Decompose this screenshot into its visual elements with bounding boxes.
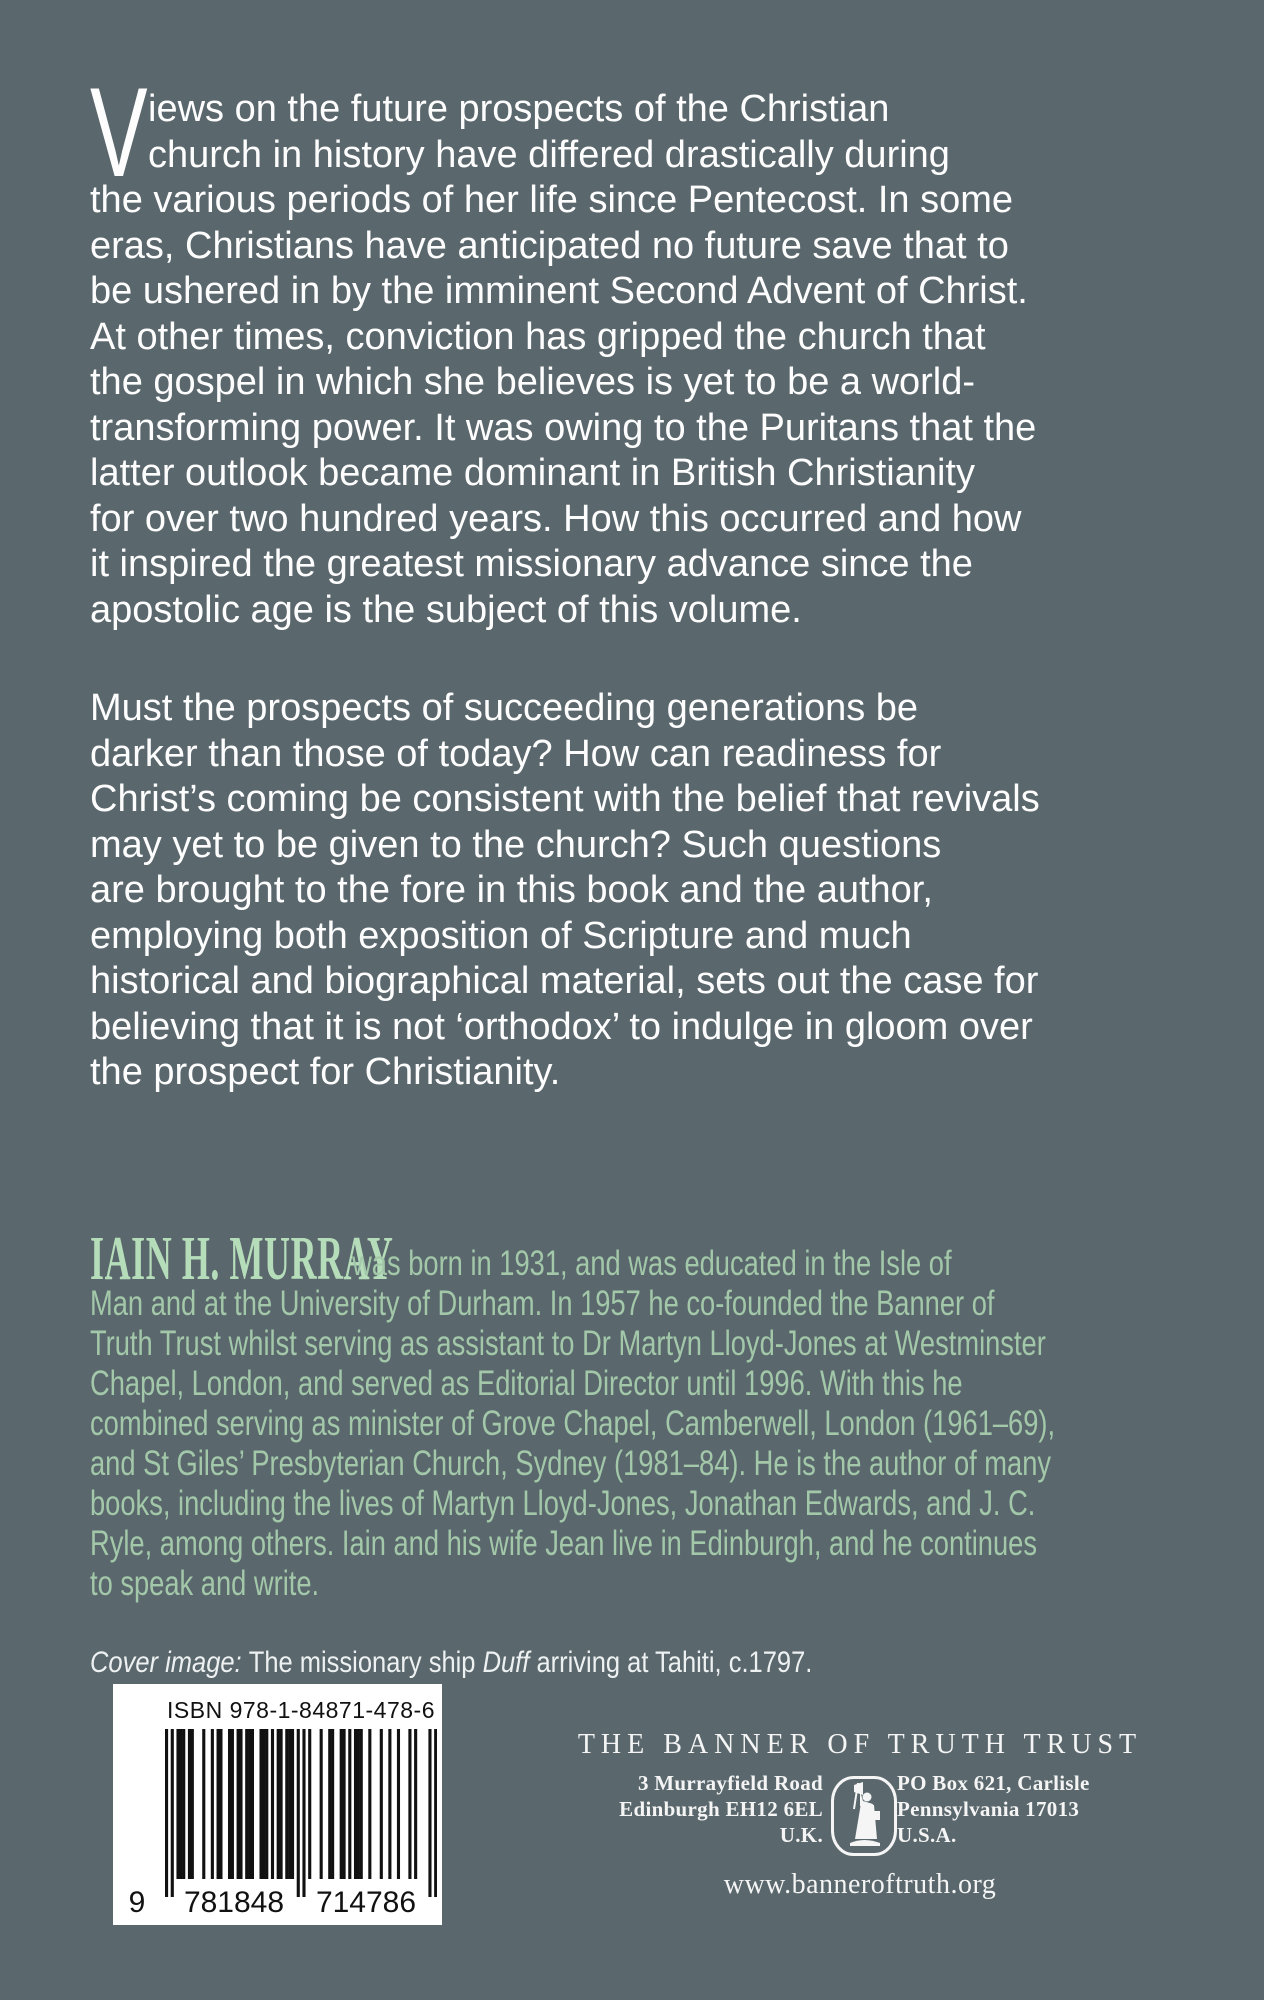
bio-line: to speak and write. [90, 1564, 320, 1603]
synopsis-line: At other times, conviction has gripped the church that [90, 315, 986, 358]
drop-cap: V [90, 61, 148, 203]
synopsis-line: employing both exposition of Scripture and much [90, 914, 912, 957]
address-line: PO Box 621, Carlisle [897, 1771, 1090, 1795]
publisher-us-address [897, 1770, 1197, 1848]
bio-line: Man and at the University of Durham. In 1957 he co-founded the Banner of [90, 1284, 995, 1323]
synopsis-line: iews on the future prospects of the Christian [148, 88, 890, 130]
synopsis-line: transforming power. It was owing to the Puritans that the [90, 406, 1037, 449]
publisher-uk-address [560, 1770, 823, 1848]
synopsis-line: are brought to the fore in this book and the author, [90, 869, 933, 911]
synopsis-line: Must the prospects of succeeding generations be [90, 687, 919, 729]
synopsis-line: Christ’s coming be consistent with the belief that revivals [90, 778, 1040, 820]
barcode-digits-right: 714786 [307, 1888, 425, 1918]
credit-label: Cover image: [90, 1646, 249, 1679]
address-line: Edinburgh EH12 6EL [619, 1797, 823, 1821]
author-name: IAIN H. MURRAY [90, 1225, 394, 1293]
credit-text-end: arriving at Tahiti, c.1797. [529, 1646, 813, 1679]
address-line: Pennsylvania 17013 [897, 1797, 1080, 1821]
isbn-number: ISBN 978-1-84871-478-6 [167, 1697, 435, 1723]
barcode-digit-lead: 9 [117, 1888, 157, 1918]
synopsis-line: church in history have differed drastically during [148, 133, 950, 176]
barcode-digits-left: 781848 [175, 1888, 293, 1918]
synopsis-line: the various periods of her life since Pentecost. In some [90, 179, 1014, 221]
synopsis-line: may yet to be given to the church? Such questions [90, 823, 942, 866]
ean13-barcode [165, 1729, 437, 1897]
synopsis-line: believing that it is not ‘orthodox’ to indulge in gloom over [90, 1005, 1033, 1048]
synopsis-line: the gospel in which she believes is yet to be a world- [90, 361, 976, 403]
author-bio [90, 1244, 1221, 1604]
publisher-name: THE BANNER OF TRUTH TRUST [577, 1729, 1143, 1760]
synopsis-line: the prospect for Christianity. [90, 1051, 561, 1093]
synopsis-line: be ushered in by the imminent Second Advent of Christ. [90, 270, 1028, 312]
banner-of-truth-logo-icon [830, 1775, 898, 1857]
synopsis-paragraph-1 [90, 87, 1210, 633]
bio-line: Truth Trust whilst serving as assistant to Dr Martyn Lloyd-Jones at Westminster [90, 1324, 1046, 1363]
address-line: U.S.A. [897, 1823, 957, 1847]
ship-name: Duff [482, 1646, 530, 1679]
synopsis-line: darker than those of today? How can readiness for [90, 732, 942, 775]
synopsis-line: for over two hundred years. How this occurred and how [90, 497, 1022, 540]
synopsis-line: apostolic age is the subject of this volume. [90, 588, 802, 631]
synopsis-line: latter outlook became dominant in British Christianity [90, 452, 975, 494]
credit-text: The missionary ship [248, 1646, 483, 1679]
isbn-barcode-panel [113, 1684, 442, 1925]
bio-line: was born in 1931, and was educated in the Isle of [352, 1244, 952, 1283]
bio-line: books, including the lives of Martyn Lloyd-Jones, Jonathan Edwards, and J. C. [90, 1484, 1036, 1523]
synopsis-line: historical and biographical material, sets out the case for [90, 960, 1039, 1002]
synopsis-line: eras, Christians have anticipated no future save that to [90, 224, 1009, 267]
address-line: 3 Murrayfield Road [637, 1771, 823, 1795]
bio-line: Ryle, among others. Iain and his wife Jean live in Edinburgh, and he continues [90, 1524, 1037, 1563]
address-line: U.K. [779, 1823, 823, 1847]
synopsis-line: it inspired the greatest missionary advance since the [90, 543, 973, 585]
bio-line: Chapel, London, and served as Editorial Director until 1996. With this he [90, 1364, 963, 1403]
bio-line: and St Giles’ Presbyterian Church, Sydney (1981–84). He is the author of many [90, 1444, 1052, 1483]
cover-image-credit [90, 1645, 1195, 1681]
synopsis-block [90, 61, 1210, 1096]
bio-line: combined serving as minister of Grove Chapel, Camberwell, London (1961–69), [90, 1404, 1056, 1443]
synopsis-paragraph-2 [90, 686, 1210, 1096]
publisher-website: www.banneroftruth.org [723, 1869, 997, 1900]
